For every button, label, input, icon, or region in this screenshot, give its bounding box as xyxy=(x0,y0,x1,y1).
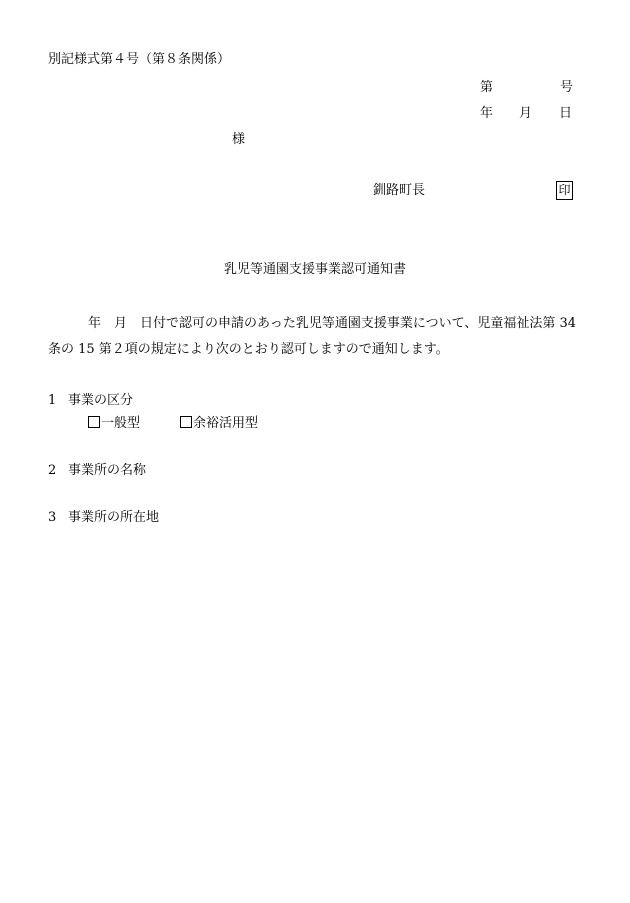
section-number: 2 xyxy=(48,463,57,478)
date-year-label: 年 xyxy=(480,106,494,121)
section-business-type xyxy=(48,393,133,409)
document-number-prefix: 第 xyxy=(480,80,494,95)
section-facility-name xyxy=(48,463,146,479)
date-day-label: 日 xyxy=(559,106,573,121)
body-text-line-2: 条の 15 第２項の規定により次のとおり認可しますので通知します。 xyxy=(48,342,449,357)
checkbox-icon[interactable] xyxy=(88,416,100,428)
body-text-line-1: 年 月 日付で認可の申請のあった乳児等通園支援事業について、児童福祉法第 34 xyxy=(88,316,577,331)
form-label: 別記様式第４号（第８条関係） xyxy=(48,52,231,67)
section-facility-address xyxy=(48,510,159,526)
addressee-honorific: 様 xyxy=(232,132,246,147)
section-label: 事業所の所在地 xyxy=(68,510,160,525)
option-label: 余裕活用型 xyxy=(193,416,259,431)
section-label: 事業の区分 xyxy=(68,393,134,408)
document-title: 乳児等通園支援事業認可通知書 xyxy=(223,262,406,277)
document-number-suffix: 号 xyxy=(560,80,574,95)
section-number: 1 xyxy=(48,393,57,408)
checkbox-icon[interactable] xyxy=(180,416,192,428)
option-surplus-use-type[interactable] xyxy=(180,416,258,432)
seal-stamp-box: 印 xyxy=(556,181,573,200)
date-month-label: 月 xyxy=(519,106,533,121)
section-number: 3 xyxy=(48,510,57,525)
option-general-type[interactable] xyxy=(88,416,140,432)
issuer-name: 釧路町長 xyxy=(373,183,426,198)
option-label: 一般型 xyxy=(101,416,141,431)
section-label: 事業所の名称 xyxy=(68,463,147,478)
